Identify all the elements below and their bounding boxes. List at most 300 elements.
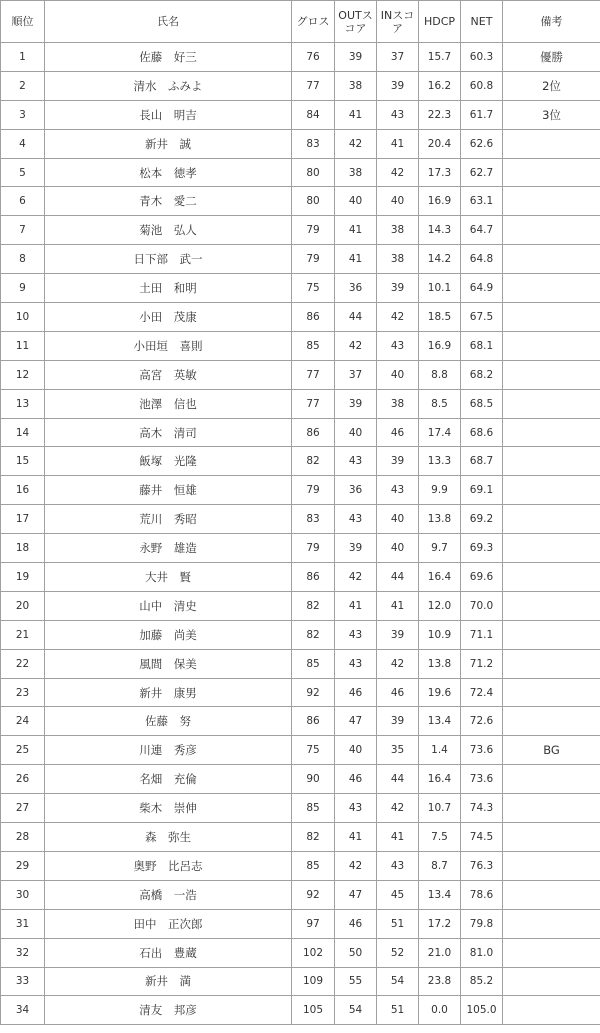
cell-note	[503, 274, 600, 303]
cell-in-score: 41	[377, 129, 419, 158]
table-body	[1, 43, 600, 1025]
cell-gross: 85	[292, 649, 335, 678]
table-row	[1, 967, 600, 996]
table-row	[1, 880, 600, 909]
cell-name: 清水 ふみよ	[45, 71, 292, 100]
cell-in-score: 39	[377, 274, 419, 303]
cell-hdcp: 16.9	[419, 331, 461, 360]
cell-in-score: 39	[377, 71, 419, 100]
cell-in-score: 40	[377, 505, 419, 534]
cell-note	[503, 563, 600, 592]
cell-out-score: 43	[335, 794, 377, 823]
cell-hdcp: 22.3	[419, 100, 461, 129]
cell-name: 藤井 恒雄	[45, 476, 292, 505]
cell-name: 新井 康男	[45, 678, 292, 707]
cell-rank: 27	[1, 794, 45, 823]
cell-name: 柴木 崇伸	[45, 794, 292, 823]
cell-out-score: 38	[335, 158, 377, 187]
cell-in-score: 51	[377, 996, 419, 1025]
cell-rank: 30	[1, 880, 45, 909]
cell-name: 佐藤 好三	[45, 43, 292, 72]
cell-net: 68.2	[461, 360, 503, 389]
cell-note	[503, 245, 600, 274]
cell-note	[503, 331, 600, 360]
cell-out-score: 36	[335, 476, 377, 505]
cell-rank: 15	[1, 447, 45, 476]
cell-note	[503, 823, 600, 852]
table-row	[1, 303, 600, 332]
cell-net: 69.6	[461, 563, 503, 592]
cell-out-score: 46	[335, 678, 377, 707]
cell-in-score: 43	[377, 100, 419, 129]
cell-name: 菊池 弘人	[45, 216, 292, 245]
cell-note	[503, 880, 600, 909]
table-row	[1, 794, 600, 823]
cell-net: 62.6	[461, 129, 503, 158]
cell-rank: 22	[1, 649, 45, 678]
cell-name: 石出 豊蔵	[45, 938, 292, 967]
cell-net: 70.0	[461, 591, 503, 620]
cell-hdcp: 8.7	[419, 851, 461, 880]
cell-rank: 34	[1, 996, 45, 1025]
cell-net: 68.5	[461, 389, 503, 418]
cell-name: 飯塚 光隆	[45, 447, 292, 476]
cell-out-score: 46	[335, 909, 377, 938]
cell-gross: 86	[292, 563, 335, 592]
table-row	[1, 418, 600, 447]
cell-hdcp: 15.7	[419, 43, 461, 72]
cell-rank: 14	[1, 418, 45, 447]
cell-out-score: 37	[335, 360, 377, 389]
cell-name: 高木 清司	[45, 418, 292, 447]
table-row	[1, 389, 600, 418]
table-row	[1, 909, 600, 938]
cell-net: 60.3	[461, 43, 503, 72]
cell-gross: 83	[292, 505, 335, 534]
cell-gross: 105	[292, 996, 335, 1025]
cell-net: 71.1	[461, 620, 503, 649]
cell-hdcp: 13.4	[419, 880, 461, 909]
cell-hdcp: 14.2	[419, 245, 461, 274]
cell-note	[503, 591, 600, 620]
table-row	[1, 736, 600, 765]
header-gross: グロス	[292, 1, 335, 43]
cell-name: 永野 雄造	[45, 534, 292, 563]
header-in-score: INスコア	[377, 1, 419, 43]
cell-hdcp: 12.0	[419, 591, 461, 620]
cell-hdcp: 8.5	[419, 389, 461, 418]
cell-out-score: 41	[335, 823, 377, 852]
cell-net: 74.5	[461, 823, 503, 852]
cell-net: 60.8	[461, 71, 503, 100]
cell-name: 日下部 武一	[45, 245, 292, 274]
cell-hdcp: 17.3	[419, 158, 461, 187]
cell-gross: 85	[292, 794, 335, 823]
cell-name: 清友 邦彦	[45, 996, 292, 1025]
cell-net: 69.1	[461, 476, 503, 505]
cell-in-score: 46	[377, 678, 419, 707]
table-header	[1, 1, 600, 43]
cell-rank: 3	[1, 100, 45, 129]
cell-gross: 90	[292, 765, 335, 794]
cell-note	[503, 620, 600, 649]
cell-name: 森 弥生	[45, 823, 292, 852]
cell-name: 小田垣 喜則	[45, 331, 292, 360]
cell-out-score: 50	[335, 938, 377, 967]
cell-name: 高橋 一浩	[45, 880, 292, 909]
cell-rank: 23	[1, 678, 45, 707]
cell-hdcp: 1.4	[419, 736, 461, 765]
cell-note	[503, 418, 600, 447]
cell-hdcp: 13.8	[419, 649, 461, 678]
cell-net: 72.4	[461, 678, 503, 707]
cell-name: 大井 賢	[45, 563, 292, 592]
cell-out-score: 47	[335, 707, 377, 736]
cell-out-score: 46	[335, 765, 377, 794]
cell-name: 奥野 比呂志	[45, 851, 292, 880]
cell-note	[503, 303, 600, 332]
cell-out-score: 42	[335, 331, 377, 360]
cell-hdcp: 16.9	[419, 187, 461, 216]
table-row	[1, 476, 600, 505]
cell-rank: 16	[1, 476, 45, 505]
cell-in-score: 44	[377, 563, 419, 592]
cell-hdcp: 18.5	[419, 303, 461, 332]
cell-out-score: 40	[335, 736, 377, 765]
cell-name: 高宮 英敏	[45, 360, 292, 389]
cell-out-score: 54	[335, 996, 377, 1025]
cell-net: 67.5	[461, 303, 503, 332]
cell-hdcp: 9.7	[419, 534, 461, 563]
cell-gross: 77	[292, 71, 335, 100]
cell-net: 68.1	[461, 331, 503, 360]
cell-note: BG	[503, 736, 600, 765]
cell-name: 松本 徳孝	[45, 158, 292, 187]
cell-net: 62.7	[461, 158, 503, 187]
cell-note	[503, 534, 600, 563]
cell-gross: 79	[292, 245, 335, 274]
cell-out-score: 41	[335, 216, 377, 245]
cell-in-score: 40	[377, 534, 419, 563]
cell-note	[503, 129, 600, 158]
cell-rank: 31	[1, 909, 45, 938]
cell-note	[503, 678, 600, 707]
cell-gross: 79	[292, 476, 335, 505]
cell-hdcp: 10.9	[419, 620, 461, 649]
cell-hdcp: 8.8	[419, 360, 461, 389]
cell-out-score: 44	[335, 303, 377, 332]
cell-hdcp: 13.3	[419, 447, 461, 476]
cell-net: 73.6	[461, 765, 503, 794]
cell-net: 64.9	[461, 274, 503, 303]
header-out-score: OUTスコア	[335, 1, 377, 43]
cell-in-score: 44	[377, 765, 419, 794]
cell-gross: 92	[292, 678, 335, 707]
cell-rank: 29	[1, 851, 45, 880]
cell-note	[503, 389, 600, 418]
cell-in-score: 52	[377, 938, 419, 967]
cell-name: 池澤 信也	[45, 389, 292, 418]
table-row	[1, 938, 600, 967]
cell-hdcp: 19.6	[419, 678, 461, 707]
cell-in-score: 35	[377, 736, 419, 765]
cell-in-score: 41	[377, 823, 419, 852]
cell-rank: 6	[1, 187, 45, 216]
table-row	[1, 996, 600, 1025]
cell-note	[503, 187, 600, 216]
table-row	[1, 620, 600, 649]
cell-hdcp: 17.4	[419, 418, 461, 447]
cell-in-score: 45	[377, 880, 419, 909]
cell-in-score: 42	[377, 303, 419, 332]
cell-in-score: 54	[377, 967, 419, 996]
cell-in-score: 37	[377, 43, 419, 72]
cell-gross: 79	[292, 534, 335, 563]
table-row	[1, 187, 600, 216]
cell-hdcp: 13.8	[419, 505, 461, 534]
cell-name: 川連 秀彦	[45, 736, 292, 765]
cell-in-score: 39	[377, 447, 419, 476]
cell-rank: 2	[1, 71, 45, 100]
cell-name: 名畑 充倫	[45, 765, 292, 794]
cell-note	[503, 909, 600, 938]
table-row	[1, 158, 600, 187]
cell-in-score: 46	[377, 418, 419, 447]
cell-gross: 82	[292, 823, 335, 852]
cell-gross: 97	[292, 909, 335, 938]
table-row	[1, 216, 600, 245]
cell-out-score: 41	[335, 100, 377, 129]
cell-gross: 86	[292, 418, 335, 447]
header-name: 氏名	[45, 1, 292, 43]
cell-note	[503, 996, 600, 1025]
cell-name: 加藤 尚美	[45, 620, 292, 649]
cell-net: 79.8	[461, 909, 503, 938]
cell-rank: 5	[1, 158, 45, 187]
cell-out-score: 41	[335, 591, 377, 620]
cell-net: 69.3	[461, 534, 503, 563]
cell-out-score: 55	[335, 967, 377, 996]
cell-hdcp: 16.2	[419, 71, 461, 100]
cell-net: 68.6	[461, 418, 503, 447]
cell-in-score: 40	[377, 360, 419, 389]
cell-note	[503, 447, 600, 476]
cell-net: 72.6	[461, 707, 503, 736]
cell-hdcp: 16.4	[419, 765, 461, 794]
cell-hdcp: 16.4	[419, 563, 461, 592]
cell-name: 田中 正次郎	[45, 909, 292, 938]
cell-out-score: 43	[335, 649, 377, 678]
cell-in-score: 43	[377, 331, 419, 360]
cell-rank: 20	[1, 591, 45, 620]
cell-hdcp: 0.0	[419, 996, 461, 1025]
cell-gross: 84	[292, 100, 335, 129]
cell-hdcp: 13.4	[419, 707, 461, 736]
cell-out-score: 36	[335, 274, 377, 303]
cell-net: 61.7	[461, 100, 503, 129]
cell-note	[503, 476, 600, 505]
table-row	[1, 360, 600, 389]
cell-in-score: 38	[377, 245, 419, 274]
cell-rank: 21	[1, 620, 45, 649]
cell-name: 青木 愛二	[45, 187, 292, 216]
cell-note	[503, 360, 600, 389]
cell-note	[503, 649, 600, 678]
cell-name: 長山 明吉	[45, 100, 292, 129]
cell-hdcp: 14.3	[419, 216, 461, 245]
cell-gross: 82	[292, 591, 335, 620]
cell-hdcp: 23.8	[419, 967, 461, 996]
table-row	[1, 129, 600, 158]
cell-in-score: 39	[377, 707, 419, 736]
cell-out-score: 43	[335, 620, 377, 649]
cell-net: 76.3	[461, 851, 503, 880]
cell-out-score: 39	[335, 389, 377, 418]
table-row	[1, 43, 600, 72]
cell-gross: 82	[292, 620, 335, 649]
cell-hdcp: 21.0	[419, 938, 461, 967]
table-row	[1, 274, 600, 303]
cell-gross: 86	[292, 303, 335, 332]
table-row	[1, 649, 600, 678]
table-row	[1, 678, 600, 707]
cell-hdcp: 10.1	[419, 274, 461, 303]
cell-note	[503, 765, 600, 794]
cell-net: 71.2	[461, 649, 503, 678]
cell-name: 山中 清史	[45, 591, 292, 620]
cell-gross: 86	[292, 707, 335, 736]
cell-name: 荒川 秀昭	[45, 505, 292, 534]
cell-rank: 19	[1, 563, 45, 592]
cell-net: 105.0	[461, 996, 503, 1025]
cell-out-score: 42	[335, 563, 377, 592]
cell-net: 74.3	[461, 794, 503, 823]
cell-hdcp: 9.9	[419, 476, 461, 505]
table-row	[1, 534, 600, 563]
header-note: 備考	[503, 1, 600, 43]
table-row	[1, 505, 600, 534]
cell-hdcp: 7.5	[419, 823, 461, 852]
cell-in-score: 41	[377, 591, 419, 620]
cell-gross: 83	[292, 129, 335, 158]
cell-rank: 4	[1, 129, 45, 158]
cell-hdcp: 17.2	[419, 909, 461, 938]
header-net: NET	[461, 1, 503, 43]
cell-rank: 17	[1, 505, 45, 534]
cell-note	[503, 158, 600, 187]
cell-hdcp: 10.7	[419, 794, 461, 823]
cell-name: 新井 満	[45, 967, 292, 996]
cell-rank: 8	[1, 245, 45, 274]
cell-note	[503, 216, 600, 245]
cell-net: 78.6	[461, 880, 503, 909]
header-rank: 順位	[1, 1, 45, 43]
cell-rank: 9	[1, 274, 45, 303]
cell-in-score: 51	[377, 909, 419, 938]
cell-note	[503, 851, 600, 880]
cell-out-score: 39	[335, 43, 377, 72]
cell-rank: 26	[1, 765, 45, 794]
cell-gross: 77	[292, 389, 335, 418]
cell-net: 81.0	[461, 938, 503, 967]
table-row	[1, 707, 600, 736]
cell-gross: 80	[292, 158, 335, 187]
cell-note: 優勝	[503, 43, 600, 72]
table-row	[1, 591, 600, 620]
cell-gross: 82	[292, 447, 335, 476]
table-row	[1, 245, 600, 274]
cell-gross: 77	[292, 360, 335, 389]
table-row	[1, 447, 600, 476]
cell-net: 64.7	[461, 216, 503, 245]
table-row	[1, 100, 600, 129]
cell-in-score: 43	[377, 476, 419, 505]
cell-out-score: 38	[335, 71, 377, 100]
cell-out-score: 43	[335, 505, 377, 534]
cell-rank: 24	[1, 707, 45, 736]
cell-net: 69.2	[461, 505, 503, 534]
cell-note: 3位	[503, 100, 600, 129]
cell-net: 73.6	[461, 736, 503, 765]
cell-in-score: 42	[377, 649, 419, 678]
cell-rank: 1	[1, 43, 45, 72]
cell-out-score: 47	[335, 880, 377, 909]
cell-in-score: 40	[377, 187, 419, 216]
cell-rank: 11	[1, 331, 45, 360]
cell-net: 64.8	[461, 245, 503, 274]
cell-rank: 12	[1, 360, 45, 389]
cell-net: 68.7	[461, 447, 503, 476]
cell-gross: 85	[292, 331, 335, 360]
cell-hdcp: 20.4	[419, 129, 461, 158]
header-hdcp: HDCP	[419, 1, 461, 43]
cell-note	[503, 938, 600, 967]
cell-rank: 28	[1, 823, 45, 852]
cell-name: 佐藤 努	[45, 707, 292, 736]
cell-out-score: 42	[335, 129, 377, 158]
cell-rank: 32	[1, 938, 45, 967]
cell-rank: 18	[1, 534, 45, 563]
header-row	[1, 1, 600, 43]
cell-note	[503, 505, 600, 534]
cell-gross: 79	[292, 216, 335, 245]
cell-in-score: 43	[377, 851, 419, 880]
cell-in-score: 38	[377, 216, 419, 245]
cell-gross: 85	[292, 851, 335, 880]
cell-gross: 80	[292, 187, 335, 216]
cell-in-score: 42	[377, 158, 419, 187]
cell-gross: 76	[292, 43, 335, 72]
cell-gross: 75	[292, 736, 335, 765]
cell-gross: 109	[292, 967, 335, 996]
cell-in-score: 39	[377, 620, 419, 649]
cell-net: 85.2	[461, 967, 503, 996]
cell-out-score: 40	[335, 418, 377, 447]
table-row	[1, 765, 600, 794]
cell-name: 新井 誠	[45, 129, 292, 158]
cell-rank: 10	[1, 303, 45, 332]
cell-note: 2位	[503, 71, 600, 100]
cell-note	[503, 794, 600, 823]
cell-rank: 7	[1, 216, 45, 245]
cell-rank: 13	[1, 389, 45, 418]
table-row	[1, 331, 600, 360]
cell-gross: 102	[292, 938, 335, 967]
cell-out-score: 43	[335, 447, 377, 476]
table-row	[1, 563, 600, 592]
cell-note	[503, 967, 600, 996]
table-row	[1, 851, 600, 880]
